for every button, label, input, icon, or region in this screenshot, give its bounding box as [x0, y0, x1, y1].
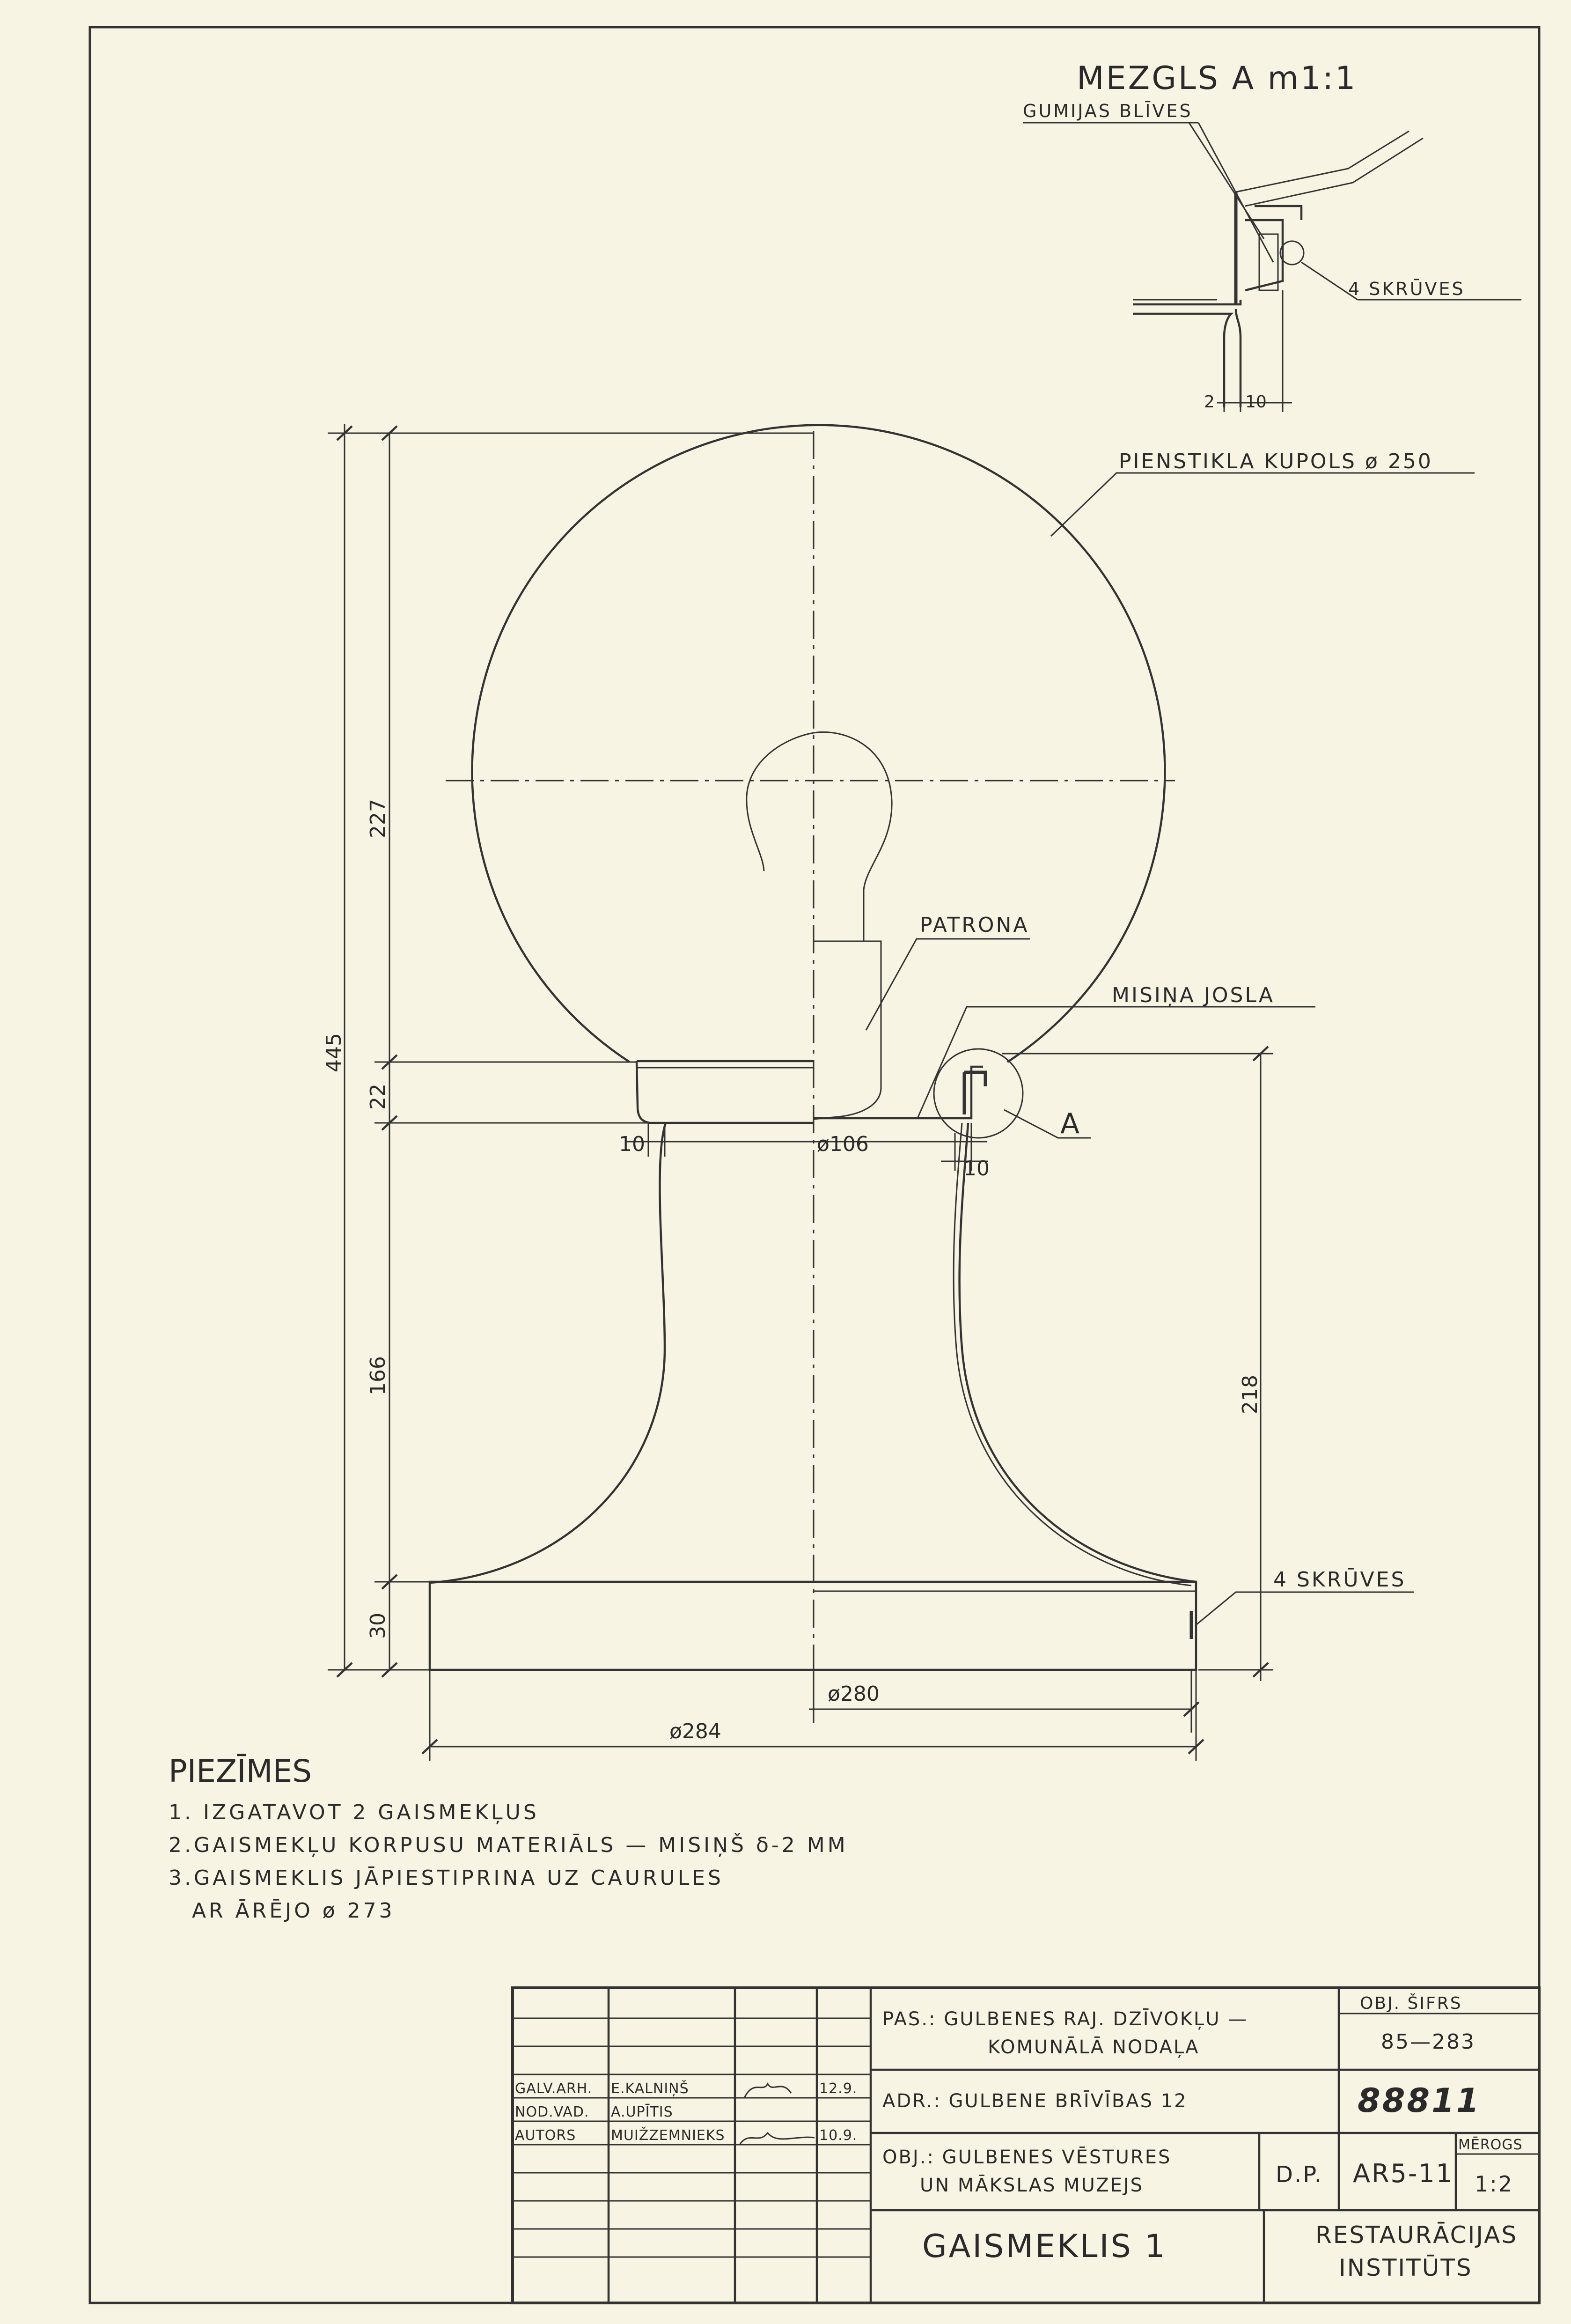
note-line-1: 1. IZGATAVOT 2 GAISMEKĻUS: [169, 1800, 539, 1824]
detail-title: MEZGLS A m1:1: [1077, 60, 1358, 97]
note-line-3: 3.GAISMEKLIS JĀPIESTIPRINA UZ CAURULES: [169, 1866, 724, 1890]
lamp-socket: [814, 941, 881, 1119]
notes-section: [169, 1753, 848, 1923]
sheet-border: [90, 27, 1539, 2303]
detail-gasket-label: GUMIJAS BLĪVES: [1023, 101, 1193, 121]
client-line-1: PAS.: GULBENES RAJ. DZĪVOKĻU —: [882, 2008, 1248, 2030]
note-line-2: 2.GAISMEKĻU KORPUSU MATERIĀLS — MISIŅŠ δ-2 MM: [169, 1833, 848, 1857]
scale-label: MĒROGS: [1458, 2137, 1523, 2153]
organization-line-1: RESTAURĀCIJAS: [1315, 2221, 1518, 2249]
date-author: 10.9.: [819, 2127, 858, 2144]
dim-collar-dia: ø106: [817, 1132, 869, 1156]
detail-dim-2: 2: [1204, 392, 1215, 412]
date-chief-architect: 12.9.: [819, 2081, 858, 2097]
dim-offset-left: 10: [619, 1132, 645, 1156]
organization-line-2: INSTITŪTS: [1339, 2254, 1473, 2281]
dim-stem-height: 166: [366, 1356, 390, 1395]
title-block: [513, 1988, 1539, 2303]
brass-band: [814, 1067, 983, 1118]
object-line-2: UN MĀKSLAS MUZEJS: [920, 2175, 1144, 2196]
object-code-label: OBJ. ŠIFRS: [1360, 1994, 1462, 2013]
callout-brass-band: MISIŅA JOSLA: [1112, 983, 1275, 1007]
milk-glass-globe: [472, 425, 1165, 1062]
client-line-2: KOMUNĀLĀ NODAĻA: [988, 2036, 1200, 2058]
dim-right-height: 218: [1238, 1375, 1262, 1414]
detail-screws-label: 4 SKRŪVES: [1348, 279, 1465, 299]
name-dept-head: A.UPĪTIS: [611, 2104, 673, 2120]
detail-dim-10: 10: [1245, 392, 1267, 412]
dim-dome-height: 227: [366, 799, 390, 838]
stem-left-profile: [430, 1123, 666, 1583]
dim-offset-right: 10: [963, 1157, 990, 1180]
object-code: 85—283: [1381, 2030, 1476, 2054]
drawing-title: GAISMEKLIS 1: [922, 2228, 1167, 2265]
light-bulb: [814, 732, 892, 941]
dim-base-outer: ø284: [669, 1719, 721, 1743]
role-dept-head: NOD.VAD.: [515, 2104, 589, 2120]
archive-number: 88811: [1358, 2081, 1481, 2120]
sheet-code: AR5-11: [1353, 2159, 1454, 2188]
detail-a-circle: [934, 1049, 1023, 1138]
callout-socket: PATRONA: [920, 913, 1029, 937]
scale-value: 1:2: [1475, 2171, 1514, 2197]
signature-1: [744, 2084, 791, 2098]
dim-base-height: 30: [366, 1613, 390, 1639]
role-chief-architect: GALV.ARH.: [515, 2081, 593, 2097]
name-author: MUIŽZEMNIEKS: [611, 2127, 725, 2144]
role-author: AUTORS: [515, 2127, 576, 2144]
note-line-4: AR ĀRĒJO ø 273: [192, 1899, 395, 1923]
dim-total-height: 445: [322, 1033, 346, 1072]
dim-base-inner: ø280: [828, 1682, 880, 1706]
name-chief-architect: E.KALNIŅŠ: [611, 2081, 689, 2097]
object-line-1: OBJ.: GULBENES VĒSTURES: [882, 2147, 1172, 2168]
callout-base-screws: 4 SKRŪVES: [1273, 1568, 1406, 1592]
notes-heading: PIEZĪMES: [169, 1753, 312, 1789]
detail-a-section: [1023, 60, 1521, 412]
design-stage: D.P.: [1276, 2162, 1323, 2188]
signature-2: [740, 2133, 815, 2145]
collar: [637, 1061, 814, 1123]
stem-right-profile: [960, 1123, 1196, 1582]
callout-detail-ref: A: [1060, 1107, 1080, 1140]
callout-leaders: [866, 473, 1475, 1625]
callout-dome: PIENSTIKLA KUPOLS ø 250: [1119, 450, 1433, 473]
dim-collar-height: 22: [366, 1084, 390, 1110]
address: ADR.: GULBENE BRĪVĪBAS 12: [882, 2090, 1188, 2112]
